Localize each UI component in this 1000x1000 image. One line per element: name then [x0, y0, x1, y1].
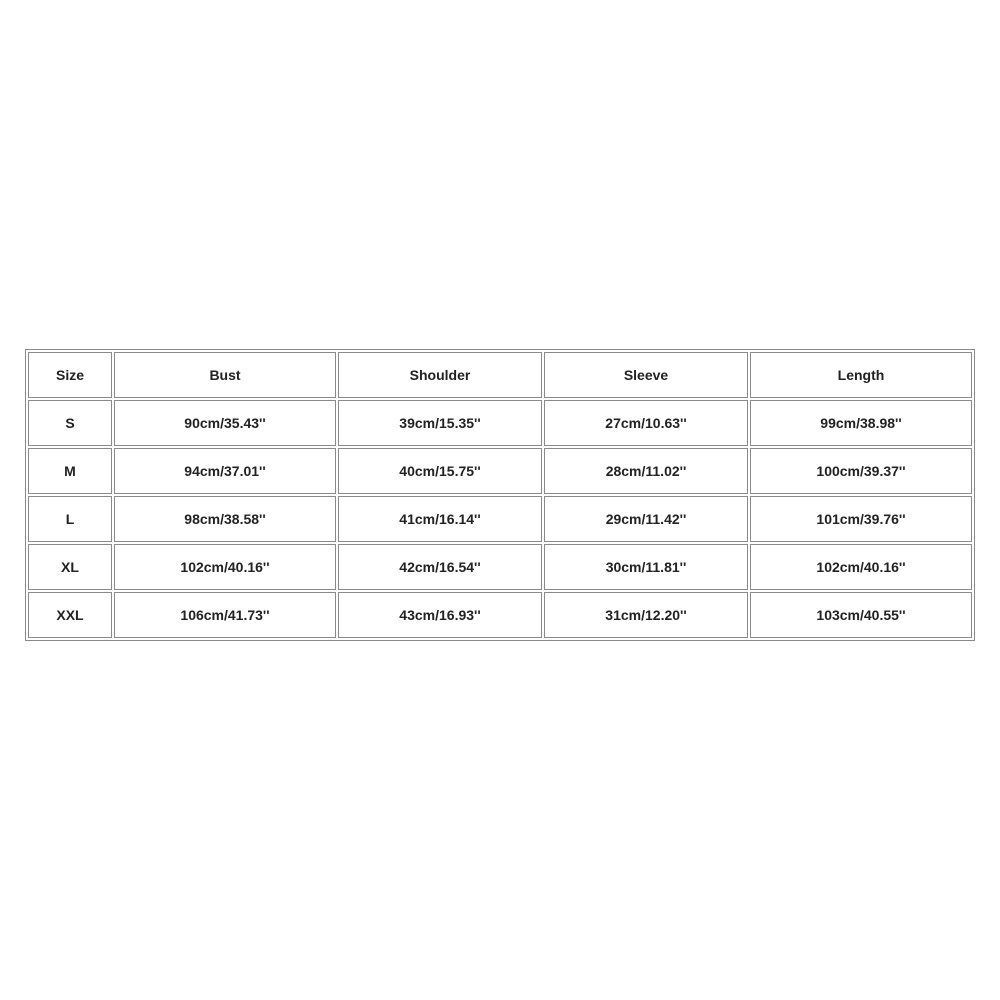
- bust-cell: 102cm/40.16'': [114, 544, 336, 590]
- length-cell: 102cm/40.16'': [750, 544, 972, 590]
- sleeve-cell: 31cm/12.20'': [544, 592, 748, 638]
- sleeve-cell: 30cm/11.81'': [544, 544, 748, 590]
- table-row: [28, 400, 972, 446]
- length-cell: 99cm/38.98'': [750, 400, 972, 446]
- sleeve-cell: 28cm/11.02'': [544, 448, 748, 494]
- shoulder-cell: 39cm/15.35'': [338, 400, 542, 446]
- header-shoulder: Shoulder: [338, 352, 542, 398]
- header-size: Size: [28, 352, 112, 398]
- size-cell: L: [28, 496, 112, 542]
- header-sleeve: Sleeve: [544, 352, 748, 398]
- table-row: [28, 592, 972, 638]
- shoulder-cell: 43cm/16.93'': [338, 592, 542, 638]
- length-cell: 103cm/40.55'': [750, 592, 972, 638]
- table-row: [28, 544, 972, 590]
- size-cell: XXL: [28, 592, 112, 638]
- size-cell: XL: [28, 544, 112, 590]
- size-cell: M: [28, 448, 112, 494]
- shoulder-cell: 42cm/16.54'': [338, 544, 542, 590]
- header-row: [28, 352, 972, 398]
- table-row: [28, 448, 972, 494]
- length-cell: 101cm/39.76'': [750, 496, 972, 542]
- bust-cell: 94cm/37.01'': [114, 448, 336, 494]
- sleeve-cell: 29cm/11.42'': [544, 496, 748, 542]
- shoulder-cell: 40cm/15.75'': [338, 448, 542, 494]
- header-bust: Bust: [114, 352, 336, 398]
- bust-cell: 90cm/35.43'': [114, 400, 336, 446]
- length-cell: 100cm/39.37'': [750, 448, 972, 494]
- sleeve-cell: 27cm/10.63'': [544, 400, 748, 446]
- size-chart-table: [25, 349, 975, 641]
- bust-cell: 98cm/38.58'': [114, 496, 336, 542]
- bust-cell: 106cm/41.73'': [114, 592, 336, 638]
- size-cell: S: [28, 400, 112, 446]
- shoulder-cell: 41cm/16.14'': [338, 496, 542, 542]
- header-length: Length: [750, 352, 972, 398]
- table-row: [28, 496, 972, 542]
